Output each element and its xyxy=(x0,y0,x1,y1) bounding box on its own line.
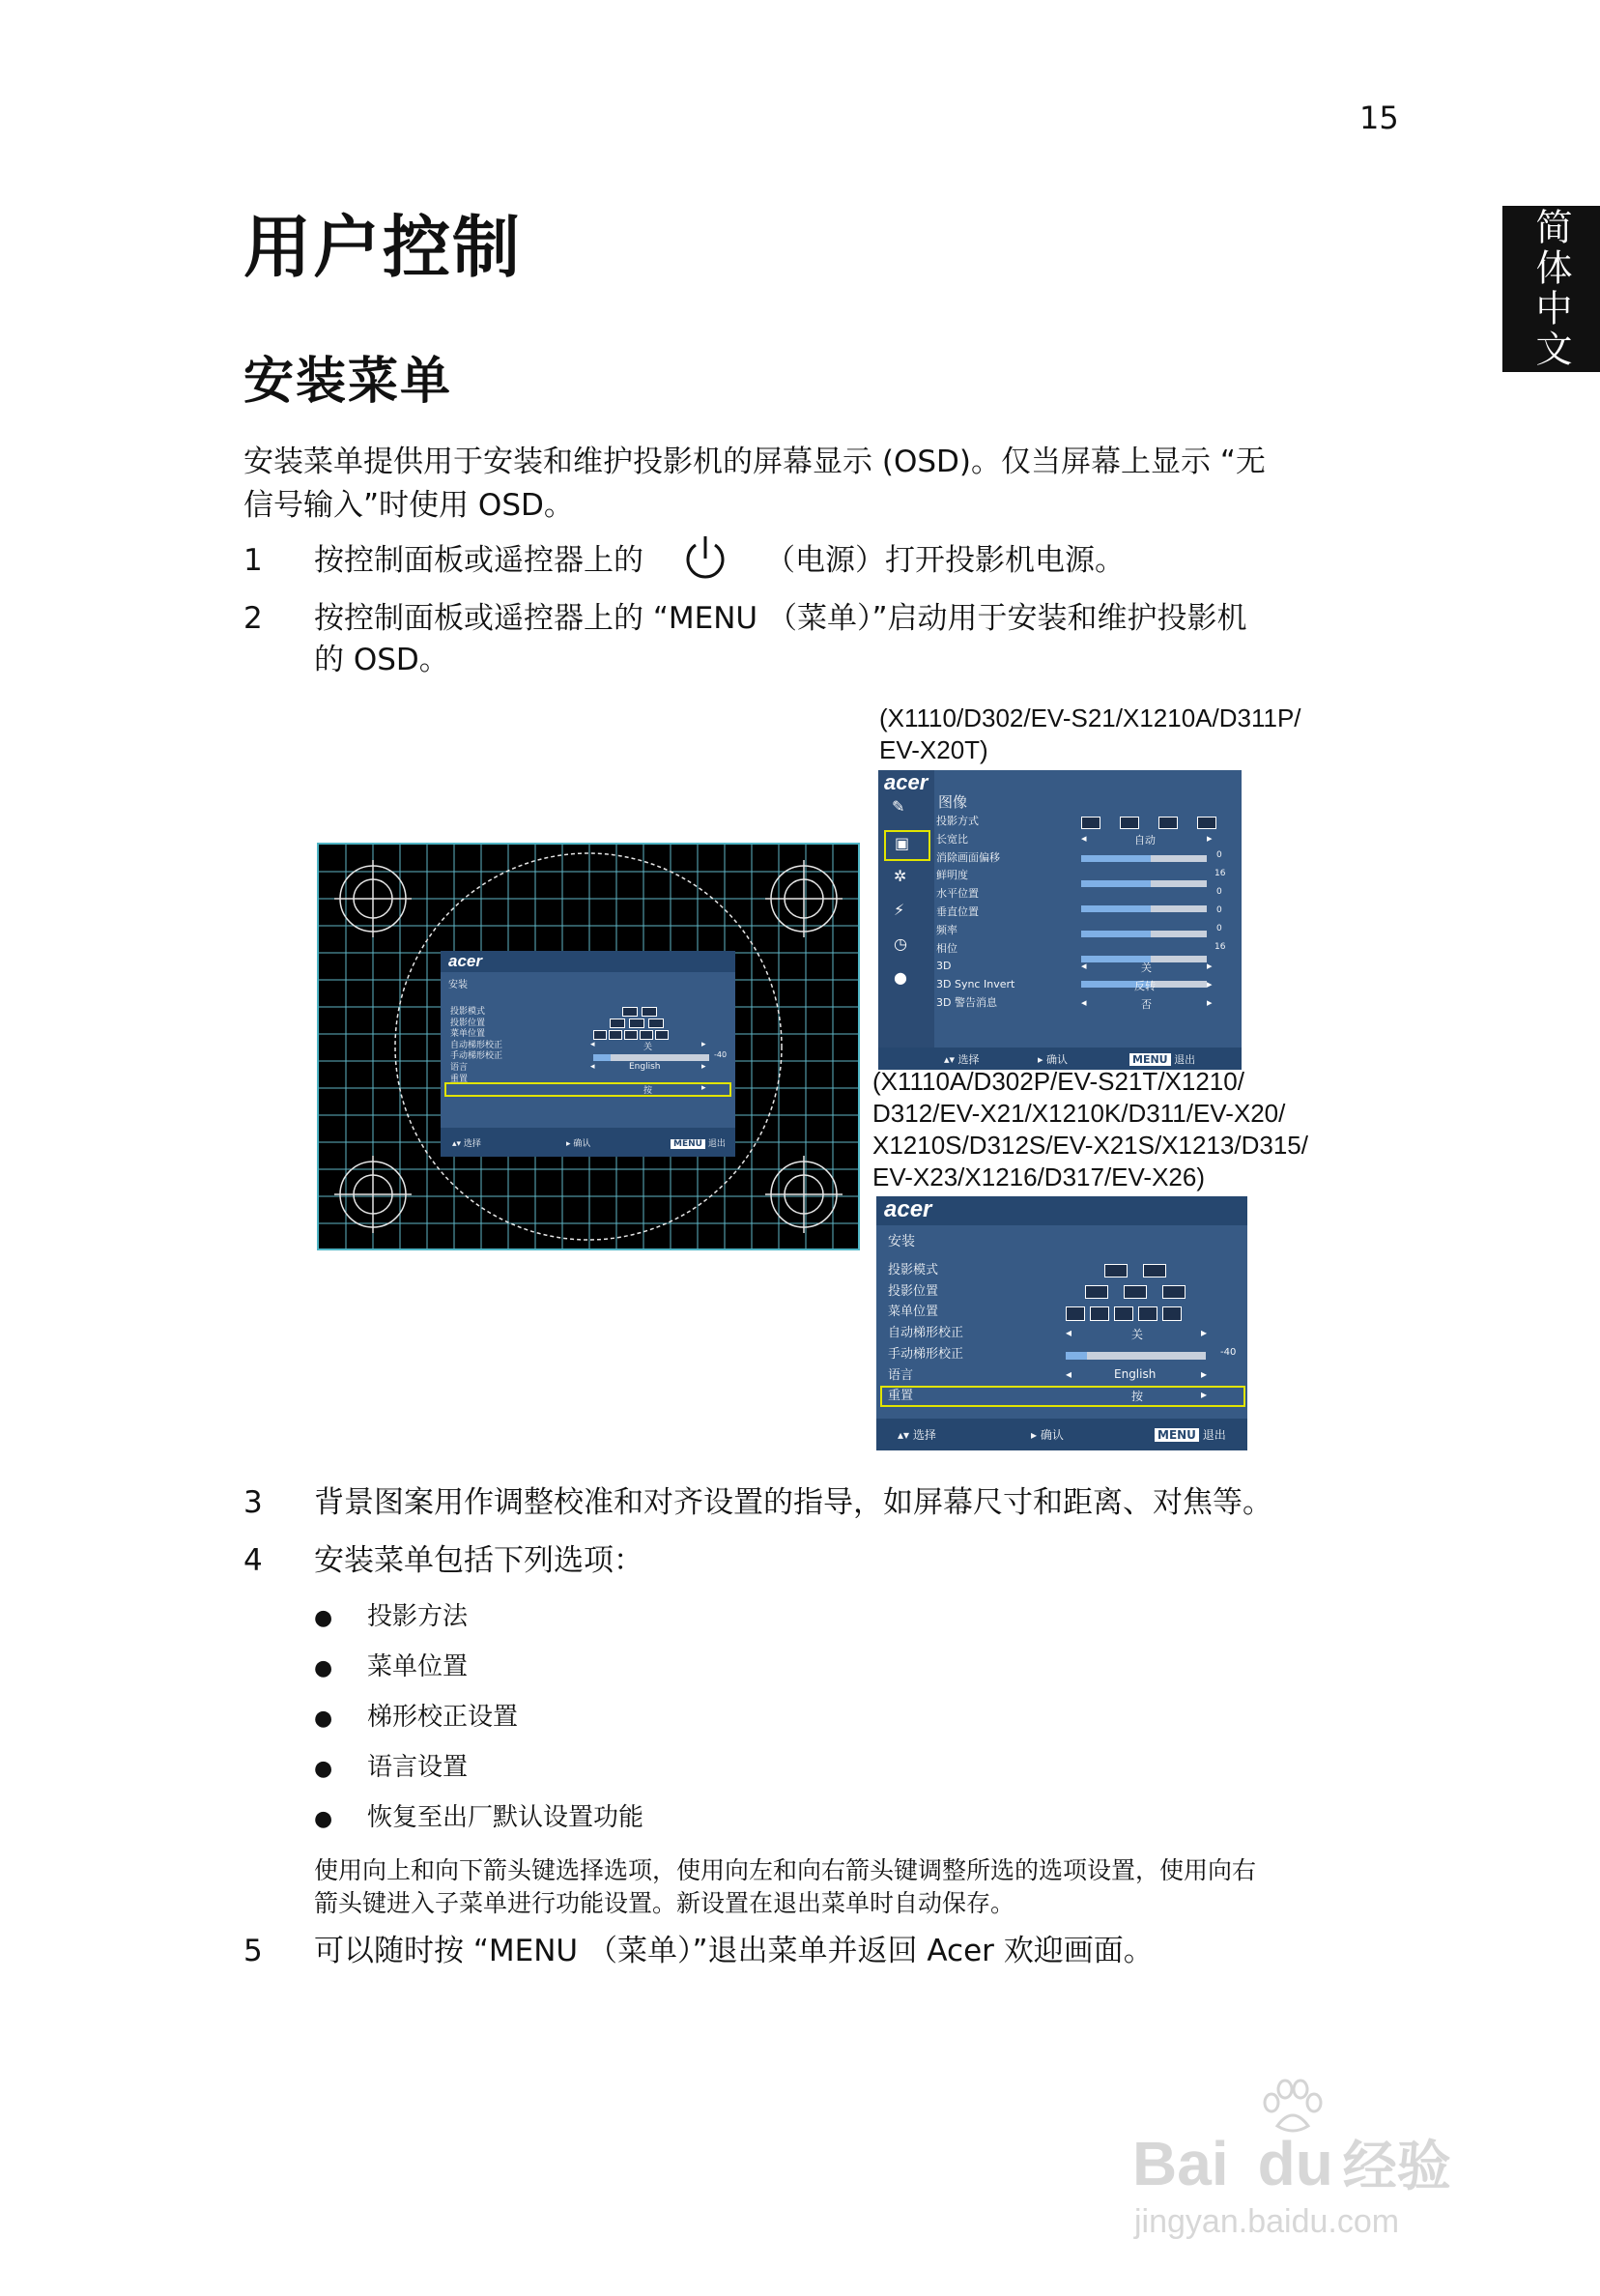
page-number: 15 xyxy=(1359,100,1399,136)
osd-install-language: English xyxy=(1114,1367,1157,1381)
osd-image-row-label: 鲜明度 xyxy=(936,869,968,882)
image-icon: ▣ xyxy=(895,834,910,852)
watermark-brand-2: du xyxy=(1257,2129,1333,2198)
osd-small-reset: 按 xyxy=(643,1086,653,1096)
caption-bottom-2: D312/EV-X21/X1210K/D311/EV-X20/ xyxy=(872,1099,1286,1128)
caption-bottom-3: X1210S/D312S/EV-X21S/X1213/D315/ xyxy=(872,1131,1308,1160)
step-1-text-post: （电源）打开投影机电源。 xyxy=(765,543,1125,578)
note-line-2: 箭头键进入子菜单进行功能设置。新设置在退出菜单时自动保存。 xyxy=(314,1889,1015,1917)
osd-install-menu: acer 安装 投影模式 投影位置 菜单位置 自动梯形校正 手动梯形校正 语言 重置 ◂ 关 ▸ -40 ◂ English ▸ 按 ▸ ▴▾ 选择 ▸ 确认 MENU 退出 xyxy=(876,1196,1247,1450)
osd-small-highlight xyxy=(444,1082,731,1097)
language-icon: ● xyxy=(894,968,907,987)
watermark-brand: Bai xyxy=(1132,2129,1229,2198)
osd-install-row-label: 投影位置 xyxy=(888,1283,939,1299)
step-4-number: 4 xyxy=(243,1543,263,1578)
osd-image-row-label: 垂直位置 xyxy=(936,904,979,918)
osd-install-row-label: 手动梯形校正 xyxy=(888,1346,964,1362)
osd-image-row-label: 相位 xyxy=(936,941,957,955)
osd-image-row-label: 水平位置 xyxy=(936,887,979,901)
osd-install-row-label: 菜单位置 xyxy=(888,1305,939,1320)
osd-install-highlight xyxy=(880,1386,1245,1407)
osd-small-keystone-value: -40 xyxy=(714,1050,728,1059)
color-icon: ✎ xyxy=(892,797,905,816)
page-title: 用户控制 xyxy=(243,208,522,287)
osd-install-row-label: 投影模式 xyxy=(888,1263,939,1277)
osd-image-row-label: 3D Sync Invert xyxy=(936,978,1015,991)
step-1-number: 1 xyxy=(243,543,263,578)
osd-image-footer: ▴▾ 选择 ▸ 确认 MENU 退出 xyxy=(878,1048,1242,1070)
step-3-text: 背景图案用作调整校准和对齐设置的指导，如屏幕尺寸和距离、对焦等。 xyxy=(314,1485,1272,1520)
osd-image-title: 图像 xyxy=(938,793,968,811)
settings-icon: ✲ xyxy=(894,867,907,885)
osd-image-row-label: 频率 xyxy=(936,923,957,936)
osd-image-menu: acer ✎ ▣ ✲ ⚡ ◷ ● 图像 投影方式 长宽比 消除画面偏移 鲜明度 水平位置 垂直位置 频率 相位 3D 3D Sync Invert 3D 警告消息 ◂ 自动 ▸ 0 16 0 0 0 16 ◂ 关 ▸ 反转 ▸ ◂ 否 ▸ ▴▾ 选择 ▸ 确认 MENU 退出 xyxy=(878,770,1242,1070)
osd-image-row-label: 长宽比 xyxy=(936,832,968,846)
osd-image-logo: acer xyxy=(884,770,929,794)
bullet-item: ● 语言设置 xyxy=(314,1753,469,1782)
osd-image-bar xyxy=(1081,905,1207,912)
osd-image-row-label: 投影方式 xyxy=(936,815,979,827)
step-5-text: 可以随时按 “MENU （菜单）”退出菜单并返回 Acer 欢迎画面。 xyxy=(314,1934,1154,1968)
osd-small-row-label: 投影模式 xyxy=(450,1007,486,1017)
step-5-number: 5 xyxy=(243,1934,263,1968)
osd-small-row-label: 重置 xyxy=(450,1074,469,1084)
osd-image-row-label: 3D 警告消息 xyxy=(936,995,997,1009)
bullet-item: ● 梯形校正设置 xyxy=(314,1703,519,1732)
caption-bottom-1: (X1110A/D302P/EV-S21T/X1210/ xyxy=(872,1067,1244,1096)
intro-line-1: 安装菜单提供用于安装和维护投影机的屏幕显示 (OSD)。仅当屏幕上显示 “无 xyxy=(243,445,1266,479)
step-2-line-1: 按控制面板或遥控器上的 “MENU （菜单）”启动用于安装和维护投影机 xyxy=(314,601,1247,636)
watermark-url: jingyan.baidu.com xyxy=(1134,2203,1400,2240)
osd-install-keystone-bar xyxy=(1066,1352,1206,1360)
osd-small-install: acer 安装 投影模式 投影位置 菜单位置 自动梯形校正 手动梯形校正 语言 重置 ◂ 关 ▸ -40 ◂ English ▸ 按 ▸ ▴▾ 选择 ▸ 确认 MENU 退出 xyxy=(441,951,735,1157)
osd-image-bar xyxy=(1081,855,1207,862)
osd-small-row-label: 语言 xyxy=(450,1062,469,1073)
osd-image-aspect: 自动 xyxy=(1134,834,1156,847)
osd-install-row-label: 语言 xyxy=(888,1367,914,1383)
osd-small-language: English xyxy=(629,1062,661,1072)
osd-install-reset: 按 xyxy=(1131,1390,1144,1403)
power-icon xyxy=(681,533,729,586)
osd-small-row-label: 菜单位置 xyxy=(450,1029,486,1040)
section-title: 安装菜单 xyxy=(243,353,453,411)
osd-install-logo: acer xyxy=(884,1196,932,1222)
osd-small-row-label: 投影位置 xyxy=(450,1018,486,1028)
osd-install-auto-keystone: 关 xyxy=(1131,1328,1144,1341)
bullet-item: ● 投影方法 xyxy=(314,1602,469,1631)
caption-top-1: (X1110/D302/EV-S21/X1210A/D311P/ xyxy=(879,703,1301,732)
language-tab-label: 简体中文 xyxy=(1529,208,1572,370)
osd-image-row-label: 消除画面偏移 xyxy=(936,850,1000,864)
osd-small-value: 关 xyxy=(643,1043,653,1052)
language-tab xyxy=(1502,206,1600,372)
step-1-text-pre: 按控制面板或遥控器上的 xyxy=(314,543,643,578)
timer-icon: ◷ xyxy=(894,934,907,953)
osd-image-bar xyxy=(1081,931,1207,937)
step-2-number: 2 xyxy=(243,601,263,636)
bullet-item: ● 菜单位置 xyxy=(314,1652,469,1681)
caption-top-2: EV-X20T) xyxy=(879,735,988,764)
caption-bottom-4: EV-X23/X1216/D317/EV-X26) xyxy=(872,1162,1206,1191)
osd-install-keystone-value: -40 xyxy=(1220,1347,1237,1358)
osd-small-logo: acer xyxy=(448,952,482,970)
management-icon: ⚡ xyxy=(894,901,905,919)
step-4-text: 安装菜单包括下列选项： xyxy=(314,1543,643,1578)
osd-small-footer: ▴▾ 选择 ▸ 确认 MENU 退出 xyxy=(441,1128,735,1157)
test-pattern xyxy=(317,843,860,1250)
intro-line-2: 信号输入”时使用 OSD。 xyxy=(243,488,574,523)
osd-install-footer: ▴▾ 选择 ▸ 确认 MENU 退出 xyxy=(876,1419,1247,1450)
osd-install-row-label: 重置 xyxy=(888,1389,914,1404)
osd-install-row-label: 自动梯形校正 xyxy=(888,1326,964,1341)
osd-install-title: 安装 xyxy=(888,1234,915,1249)
osd-small-row-label: 手动梯形校正 xyxy=(450,1051,503,1062)
step-3-number: 3 xyxy=(243,1485,263,1520)
osd-image-row-label: 3D xyxy=(936,960,952,973)
osd-small-title: 安装 xyxy=(448,980,468,990)
watermark-jingyan: 经验 xyxy=(1342,2136,1451,2196)
osd-small-row-label: 自动梯形校正 xyxy=(450,1040,503,1050)
osd-image-bar xyxy=(1081,880,1207,887)
bullet-item: ● 恢复至出厂默认设置功能 xyxy=(314,1803,644,1832)
note-line-1: 使用向上和向下箭头键选择选项，使用向左和向右箭头键调整所选的选项设置，使用向右 xyxy=(314,1856,1257,1884)
osd-small-keystone-bar xyxy=(593,1054,709,1061)
step-2-line-2: 的 OSD。 xyxy=(314,643,449,677)
